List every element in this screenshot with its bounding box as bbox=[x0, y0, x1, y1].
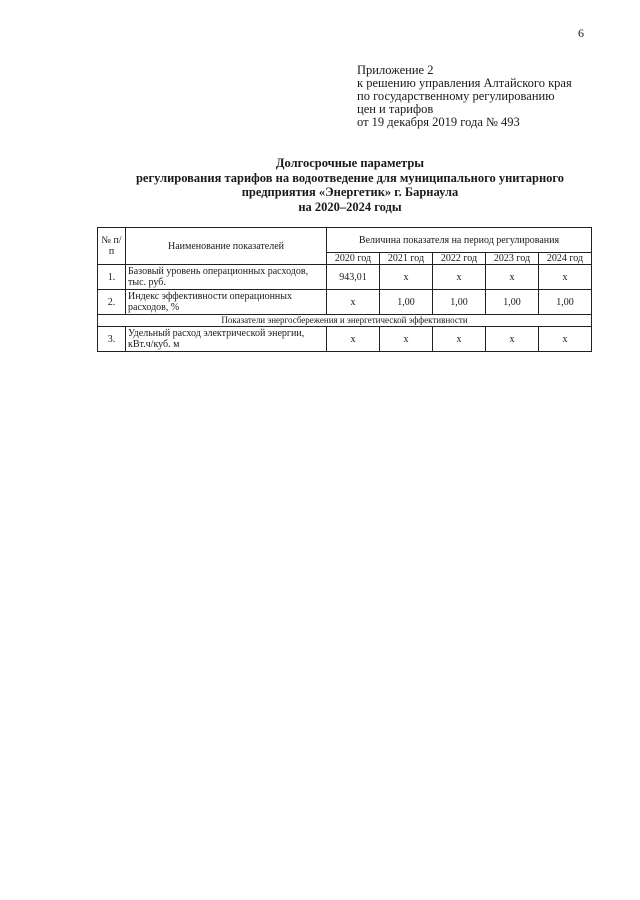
row-num: 1. bbox=[98, 265, 126, 290]
row-value: x bbox=[486, 327, 539, 352]
table-row bbox=[98, 265, 592, 290]
header-year: 2024 год bbox=[539, 253, 592, 265]
row-value: x bbox=[380, 327, 433, 352]
table-header-row bbox=[98, 228, 592, 253]
title-line: регулирования тарифов на водоотведение для муниципального унитарного bbox=[135, 170, 565, 185]
page-number: 6 bbox=[578, 26, 584, 40]
annex-line: Приложение 2 bbox=[357, 63, 434, 77]
annex-line: по государственному регулированию bbox=[357, 89, 555, 103]
row-value: x bbox=[380, 265, 433, 290]
row-value: x bbox=[486, 265, 539, 290]
document-title bbox=[110, 156, 590, 214]
annex-block bbox=[357, 64, 572, 129]
table-section-row bbox=[98, 315, 592, 327]
row-value: x bbox=[539, 327, 592, 352]
row-name: Удельный расход электрической энергии, кВт.ч/куб. м bbox=[126, 327, 327, 352]
header-year: 2021 год bbox=[380, 253, 433, 265]
section-title: Показатели энергосбережения и энергетической эффективности bbox=[98, 315, 592, 327]
title-line: Долгосрочные параметры bbox=[275, 156, 425, 170]
row-num: 2. bbox=[98, 290, 126, 315]
row-value: x bbox=[327, 290, 380, 315]
row-value: 1,00 bbox=[380, 290, 433, 315]
annex-line: от 19 декабря 2019 года № 493 bbox=[357, 115, 520, 129]
row-name: Базовый уровень операционных расходов, тыс. руб. bbox=[126, 265, 327, 290]
header-num: № п/п bbox=[98, 228, 126, 265]
annex-line: к решению управления Алтайского края bbox=[357, 76, 572, 90]
row-value: x bbox=[433, 327, 486, 352]
title-line: предприятия «Энергетик» г. Барнаула bbox=[241, 185, 459, 199]
row-num: 3. bbox=[98, 327, 126, 352]
parameters-table bbox=[97, 227, 592, 352]
header-year: 2020 год bbox=[327, 253, 380, 265]
row-value: x bbox=[433, 265, 486, 290]
row-value: 1,00 bbox=[539, 290, 592, 315]
row-value: 1,00 bbox=[486, 290, 539, 315]
header-year: 2023 год bbox=[486, 253, 539, 265]
header-group: Величина показателя на период регулирования bbox=[327, 228, 592, 253]
title-line: на 2020–2024 годы bbox=[298, 199, 402, 214]
row-value: 943,01 bbox=[327, 265, 380, 290]
row-value: 1,00 bbox=[433, 290, 486, 315]
table-row bbox=[98, 290, 592, 315]
header-name: Наименование показателей bbox=[126, 228, 327, 265]
header-year: 2022 год bbox=[433, 253, 486, 265]
table-row bbox=[98, 327, 592, 352]
row-value: x bbox=[327, 327, 380, 352]
row-name: Индекс эффективности операционных расходов, % bbox=[126, 290, 327, 315]
annex-line: цен и тарифов bbox=[357, 102, 434, 116]
row-value: x bbox=[539, 265, 592, 290]
